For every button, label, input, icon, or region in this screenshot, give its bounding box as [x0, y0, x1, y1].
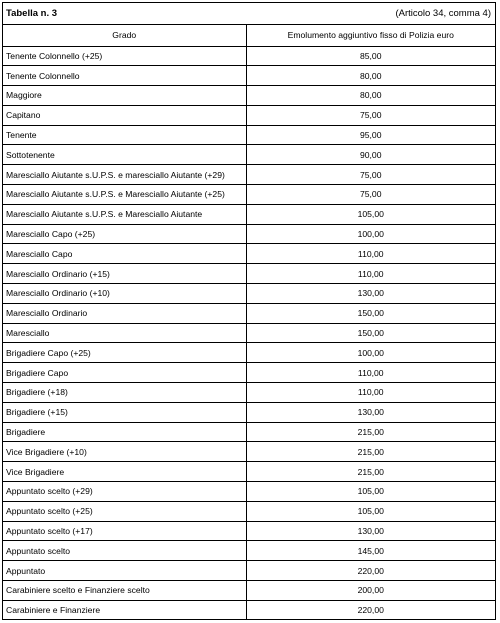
grade-cell: Vice Brigadiere [3, 462, 246, 482]
table-body [3, 46, 495, 620]
column-header-row [3, 25, 495, 46]
amount-cell: 95,00 [246, 125, 495, 145]
table-row [3, 204, 495, 224]
grade-cell: Appuntato [3, 561, 246, 581]
grade-cell: Appuntato scelto (+17) [3, 521, 246, 541]
amount-cell: 105,00 [246, 204, 495, 224]
table-row [3, 165, 495, 185]
table-row [3, 383, 495, 403]
amount-cell: 75,00 [246, 105, 495, 125]
table-row [3, 185, 495, 205]
table-row [3, 462, 495, 482]
grade-cell: Maggiore [3, 86, 246, 106]
grade-cell: Vice Brigadiere (+10) [3, 442, 246, 462]
table-row [3, 105, 495, 125]
amount-cell: 100,00 [246, 343, 495, 363]
amount-cell: 220,00 [246, 561, 495, 581]
grade-cell: Brigadiere (+15) [3, 402, 246, 422]
grade-cell: Carabiniere e Finanziere [3, 600, 246, 620]
amount-cell: 75,00 [246, 185, 495, 205]
grade-cell: Maresciallo Aiutante s.U.P.S. e Maresciallo Aiutante (+25) [3, 185, 246, 205]
grade-cell: Capitano [3, 105, 246, 125]
amount-cell: 85,00 [246, 46, 495, 66]
grade-cell: Maresciallo Ordinario (+15) [3, 264, 246, 284]
amount-cell: 220,00 [357, 605, 384, 616]
table-row [3, 244, 495, 264]
table-row [3, 600, 495, 620]
table-row [3, 224, 495, 244]
table-row [3, 561, 495, 581]
table-row [3, 442, 495, 462]
grade-cell: Appuntato scelto [3, 541, 246, 561]
amount-cell: 215,00 [246, 422, 495, 442]
grade-cell: Maresciallo Ordinario [3, 303, 246, 323]
amount-cell: 145,00 [246, 541, 495, 561]
amount-cell: 110,00 [246, 383, 495, 403]
amount-cell: 80,00 [246, 66, 495, 86]
amount-cell: 105,00 [246, 482, 495, 502]
grade-cell: Appuntato scelto (+25) [3, 501, 246, 521]
amount-cell: 110,00 [246, 264, 495, 284]
amount-cell: 215,00 [246, 442, 495, 462]
table-row [3, 46, 495, 66]
grade-cell: Brigadiere Capo (+25) [3, 343, 246, 363]
grade-cell: Brigadiere [3, 422, 246, 442]
amount-cell: 75,00 [246, 165, 495, 185]
table-row [3, 303, 495, 323]
grade-cell: Maresciallo Capo [3, 244, 246, 264]
grade-cell: Brigadiere Capo [3, 363, 246, 383]
grade-cell: Tenente [3, 125, 246, 145]
table-header-bar [3, 3, 495, 25]
grade-cell: Maresciallo Aiutante s.U.P.S. e maresciallo Aiutante (+29) [3, 165, 246, 185]
grade-cell: Maresciallo Capo (+25) [3, 224, 246, 244]
amount-cell: 150,00 [246, 303, 495, 323]
amount-cell: 150,00 [246, 323, 495, 343]
table-row [3, 581, 495, 601]
column-header-grado: Grado [3, 25, 246, 46]
table-row [3, 125, 495, 145]
table-row [3, 402, 495, 422]
amount-cell: 215,00 [246, 462, 495, 482]
column-header-emolumento: Emolumento aggiuntivo fisso di Polizia euro [246, 25, 495, 46]
document-page [2, 2, 496, 620]
table-row [3, 501, 495, 521]
table-row [3, 521, 495, 541]
grade-cell: Sottotenente [3, 145, 246, 165]
amount-cell: 100,00 [246, 224, 495, 244]
article-reference: (Articolo 34, comma 4) [395, 8, 491, 19]
table-row [3, 264, 495, 284]
amount-cell: 80,00 [246, 86, 495, 106]
emolument-table [3, 25, 495, 620]
grade-cell: Carabiniere scelto e Finanziere scelto [3, 581, 246, 601]
table-row [3, 343, 495, 363]
table-row [3, 422, 495, 442]
table-row [3, 284, 495, 304]
amount-cell: 105,00 [246, 501, 495, 521]
grade-cell: Maresciallo Ordinario (+10) [3, 284, 246, 304]
grade-cell: Tenente Colonnello [3, 66, 246, 86]
grade-cell: Maresciallo Aiutante s.U.P.S. e Maresciallo Aiutante [3, 204, 246, 224]
table-row [3, 482, 495, 502]
grade-cell: Brigadiere (+18) [3, 383, 246, 403]
table-row [3, 363, 495, 383]
amount-cell: 200,00 [246, 581, 495, 601]
amount-cell: 110,00 [246, 244, 495, 264]
amount-cell: 130,00 [246, 521, 495, 541]
grade-cell: Appuntato scelto (+29) [3, 482, 246, 502]
grade-cell: Maresciallo [3, 323, 246, 343]
amount-cell: 110,00 [246, 363, 495, 383]
amount-cell: 130,00 [246, 284, 495, 304]
table-row [3, 323, 495, 343]
grade-cell: Tenente Colonnello (+25) [3, 46, 246, 66]
table-row [3, 145, 495, 165]
table-row [3, 86, 495, 106]
table-row [3, 541, 495, 561]
amount-cell: 90,00 [246, 145, 495, 165]
table-row [3, 66, 495, 86]
table-title: Tabella n. 3 [6, 8, 58, 19]
amount-cell: 130,00 [246, 402, 495, 422]
